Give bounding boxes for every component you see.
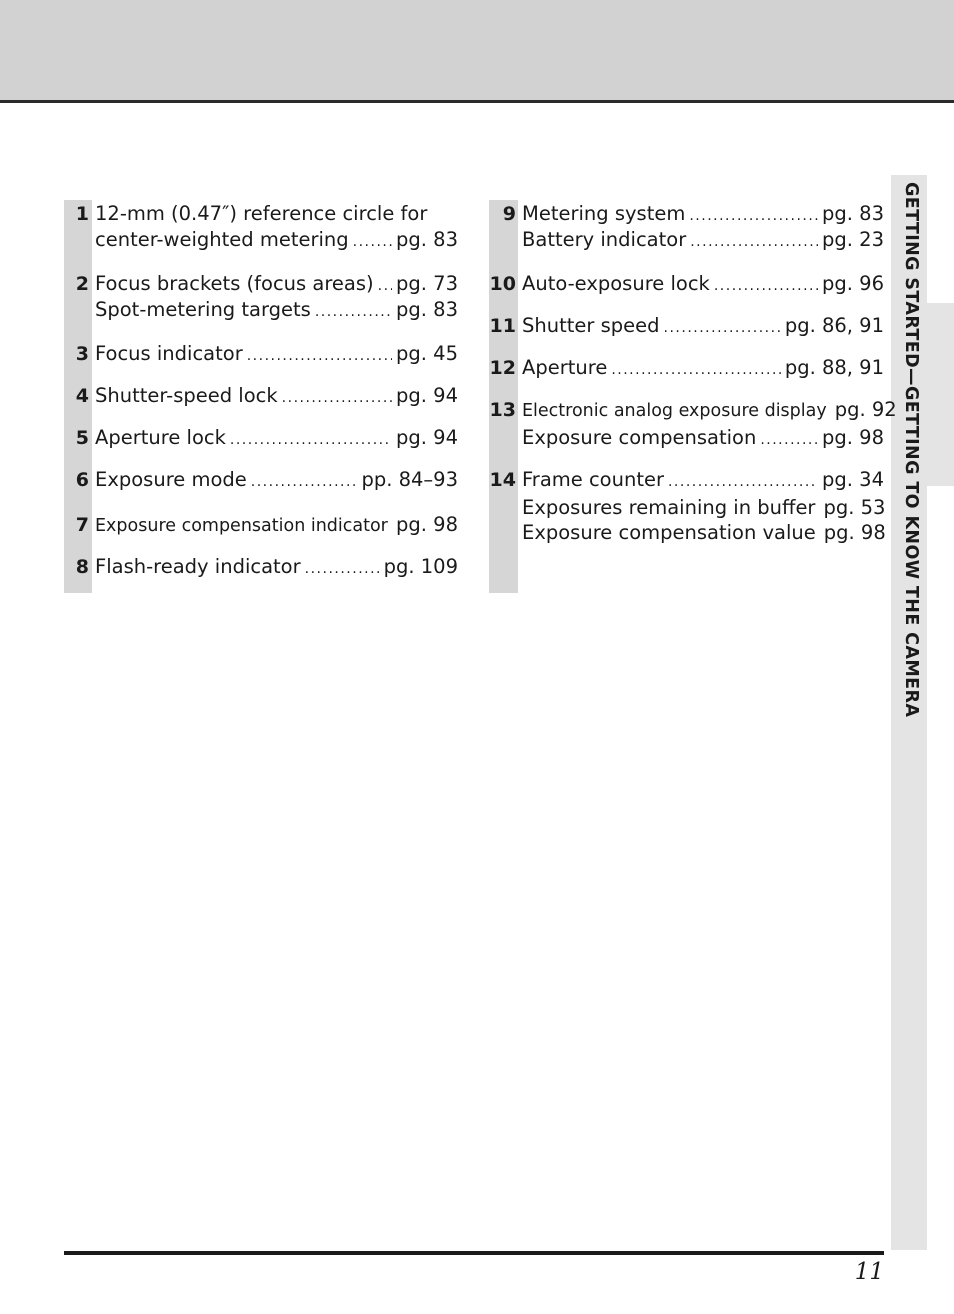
entry-line [95, 200, 458, 228]
entry-line [522, 466, 884, 496]
entry-label: Frame counter [522, 468, 664, 491]
entry-line [95, 424, 458, 454]
page-number: 11 [854, 1259, 884, 1285]
entry-number: 11 [489, 315, 516, 337]
section-tab-marker [927, 303, 954, 486]
entry-number: 6 [75, 469, 89, 491]
entry-page: pg. 96 [822, 272, 884, 295]
dot-leader [668, 468, 818, 496]
entry-page: pg. 53 [823, 496, 886, 519]
entry-line [95, 382, 458, 412]
dot-leader [305, 555, 380, 583]
entry-line [95, 466, 458, 496]
entry-label: Focus indicator [95, 342, 243, 365]
entry-line [95, 553, 458, 583]
entry-page: pg. 88, 91 [784, 356, 884, 379]
entry-label: Spot-metering targets [95, 298, 311, 321]
entry-page: pg. 83 [396, 228, 458, 251]
entry-number: 14 [489, 469, 516, 491]
entry-line [522, 312, 884, 342]
entry-label: Exposure compensation indicator [95, 516, 388, 536]
entry-label: Exposures remaining in buffer [522, 496, 816, 519]
entry-label: Shutter-speed lock [95, 384, 278, 407]
entry-label: Aperture lock [95, 426, 226, 449]
dot-leader [760, 426, 818, 454]
entry-line [522, 424, 884, 454]
entry-page: pg. 98 [823, 521, 886, 544]
entry-line [95, 511, 458, 541]
section-title: GETTING STARTED—GETTING TO KNOW THE CAMERA [901, 182, 921, 718]
entry-page: pp. 84–93 [361, 468, 458, 491]
entry-label: Exposure compensation [522, 426, 757, 449]
entry-label: Flash-ready indicator [95, 555, 301, 578]
entry-line [95, 296, 458, 326]
entry-page: pg. 98 [822, 426, 884, 449]
dot-leader [282, 384, 392, 412]
entry-line [522, 519, 884, 549]
entry-page: pg. 86, 91 [784, 314, 884, 337]
entry-line [95, 226, 458, 256]
entry-page: pg. 83 [822, 202, 884, 225]
dot-leader [690, 228, 818, 256]
entry-number: 10 [489, 273, 516, 295]
entry-label: Shutter speed [522, 314, 660, 337]
entry-page: pg. 73 [396, 272, 458, 295]
entry-line [522, 270, 884, 300]
header-band [0, 0, 954, 103]
entry-number: 5 [75, 427, 89, 449]
dot-leader [611, 356, 780, 384]
entry-number: 3 [75, 343, 89, 365]
dot-leader [664, 314, 781, 342]
entry-number: 12 [489, 357, 516, 379]
entry-page: pg. 98 [396, 513, 458, 536]
entry-page: pg. 45 [396, 342, 458, 365]
entry-page: pg. 34 [822, 468, 884, 491]
entry-line [522, 396, 897, 426]
entry-page: pg. 94 [396, 384, 458, 407]
dot-leader [714, 272, 818, 300]
entry-number: 1 [75, 203, 89, 225]
dot-leader [230, 426, 392, 454]
entry-label: Battery indicator [522, 228, 687, 251]
entry-number: 2 [75, 273, 89, 295]
entry-line [95, 340, 458, 370]
entry-page: pg. 23 [822, 228, 884, 251]
dot-leader [315, 298, 392, 326]
entry-number: 4 [75, 385, 89, 407]
entry-page: pg. 83 [396, 298, 458, 321]
entry-line [522, 354, 884, 384]
entry-label: Exposure mode [95, 468, 247, 491]
entry-number: 9 [502, 203, 516, 225]
footer-rule [64, 1251, 884, 1255]
dot-leader [251, 468, 358, 496]
entry-label: Electronic analog exposure display [522, 401, 827, 421]
entry-number: 8 [75, 556, 89, 578]
entry-label: center-weighted metering [95, 228, 349, 251]
entry-label: Metering system [522, 202, 686, 225]
entry-number: 13 [489, 399, 516, 421]
entry-line [522, 226, 884, 256]
entry-page: pg. 92 [834, 398, 897, 421]
entry-label: Auto-exposure lock [522, 272, 710, 295]
dot-leader [247, 342, 392, 370]
entry-number: 7 [75, 514, 89, 536]
entry-label: Focus brackets (focus areas) [95, 272, 374, 295]
entry-page: pg. 109 [383, 555, 458, 578]
dot-leader [353, 228, 392, 256]
entry-label: 12-mm (0.47″) reference circle for [95, 202, 428, 225]
entry-label: Aperture [522, 356, 608, 379]
entry-label: Exposure compensation value [522, 521, 816, 544]
entry-page: pg. 94 [396, 426, 458, 449]
